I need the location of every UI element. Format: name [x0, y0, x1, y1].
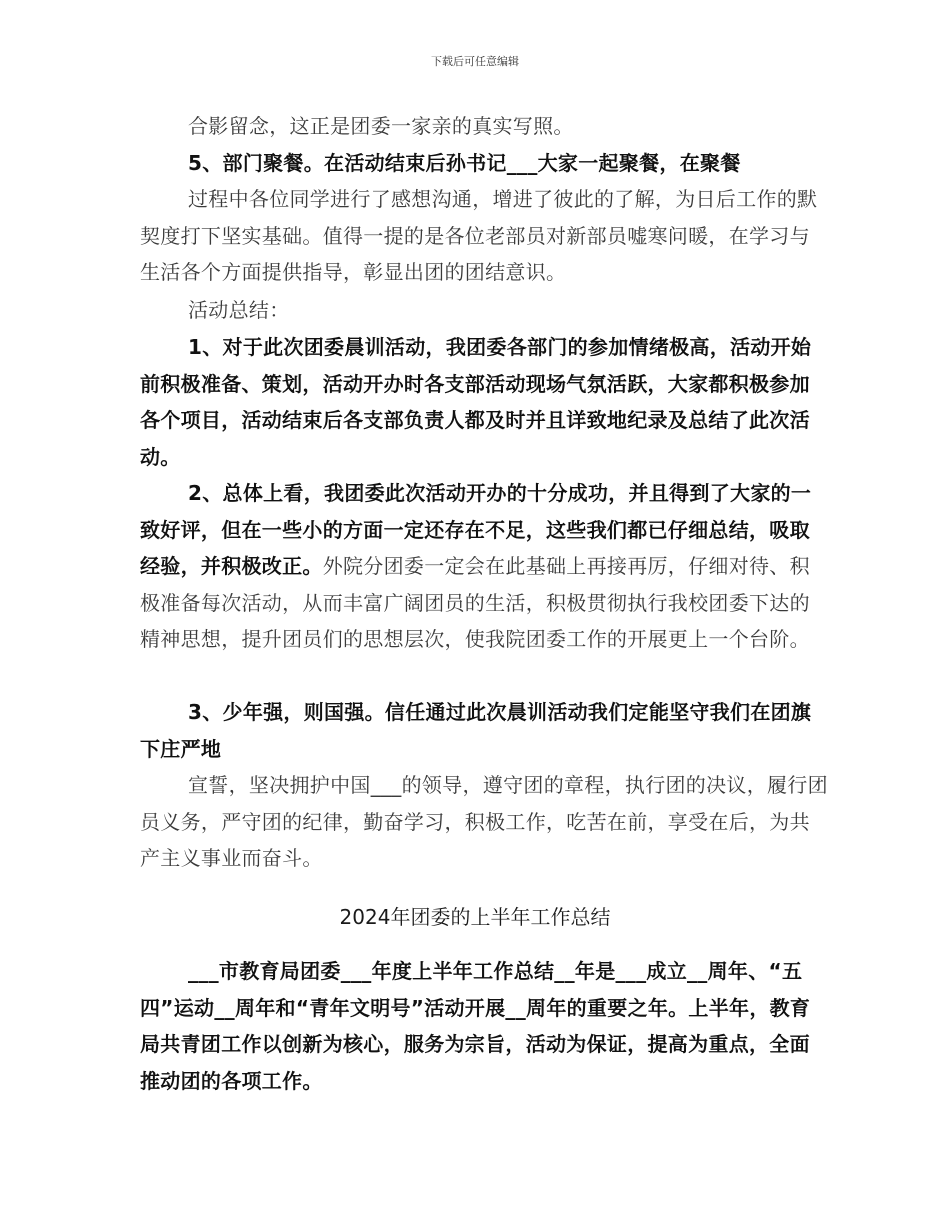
- paragraph-summary-heading: 活动总结：: [188, 298, 290, 322]
- paragraph-department-dinner: 5、部门聚餐。在活动结束后孙书记___大家一起聚餐，在聚餐: [188, 151, 741, 175]
- summary-2-light: 外院分团委一定会在此基础上再接再厉，仔细对待、积极准备每次活动，从而丰富广阔团员的生活，积极贯彻执行我校团委下达的精神思想，提升团员们的思想层次，使我院团委工作的开展更上一个台阶。: [140, 554, 810, 651]
- paragraph-summary-2: [140, 475, 830, 658]
- paragraph-work-summary: ___市教育局团委___年度上半年工作总结__年是___成立__周年、“五四”运动__周年和“青年文明号”活动开展__周年的重要之年。上半年，教育局共青团工作以创新为核心，服务为宗旨，活动为保证，提高为重点，全面推动团的各项工作。: [140, 959, 811, 1093]
- page-header: 下载后可任意编辑: [431, 55, 519, 68]
- summary-2-bold: 2、总体上看，我团委此次活动开办的十分成功，并且得到了大家的一致好评，但在一些小的方面一定还存在不足，这些我们都已仔细总结，吸取经验，并积极改正。: [140, 481, 812, 578]
- paragraph-summary-1: 1、对于此次团委晨训活动，我团委各部门的参加情绪极高，活动开始前积极准备、策划，活动开办时各支部活动现场气氛活跃，大家都积极参加各个项目，活动结束后各支部负责人都及时并且详致地纪录及总结了此次活动。: [140, 335, 812, 469]
- paragraph-group-photo: 合影留念，这正是团委一家亲的真实写照。: [188, 114, 574, 138]
- section-title: 2024年团委的上半年工作总结: [339, 905, 611, 929]
- paragraph-summary-3: 3、少年强，则国强。信任通过此次晨训活动我们定能坚守我们在团旗下庄严地: [140, 700, 812, 761]
- paragraph-dinner-details: 过程中各位同学进行了感想沟通，增进了彼此的了解，为日后工作的默契度打下坚实基础。值得一提的是各位老部员对新部员嘘寒问暖，在学习与生活各个方面提供指导，彰显出团的团结意识。: [140, 187, 818, 284]
- paragraph-oath: 宣誓，坚决拥护中国___的领导，遵守团的章程，执行团的决议，履行团员义务，严守团的纪律，勤奋学习，积极工作，吃苦在前，享受在后，为共产主义事业而奋斗。: [140, 773, 828, 870]
